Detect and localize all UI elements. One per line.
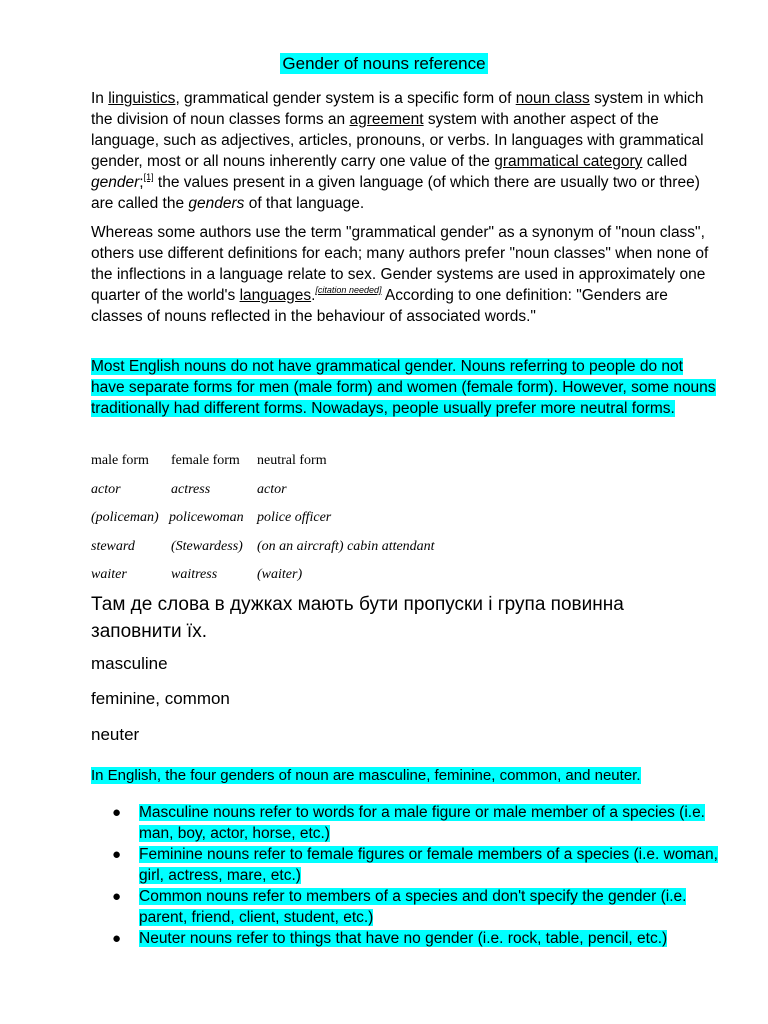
table-cell: policewoman	[169, 510, 244, 525]
list-item	[112, 844, 722, 886]
highlighted-text: In English, the four genders of noun are masculine, feminine, common, and neuter.	[91, 767, 641, 784]
table-row	[91, 447, 435, 476]
table-cell: (on an aircraft) cabin attendant	[257, 538, 435, 554]
table-cell: actor	[91, 481, 121, 497]
text: of that language.	[244, 195, 365, 212]
text: called	[642, 153, 688, 170]
gender-masculine: masculine	[91, 654, 168, 673]
link-languages[interactable]: languages	[239, 287, 312, 304]
emphasis: genders	[188, 195, 245, 212]
bullet-icon: ●	[112, 888, 122, 905]
text: .	[311, 287, 316, 304]
paragraph-noun-class	[91, 222, 716, 327]
table-cell: steward	[91, 538, 135, 554]
text: Whereas some authors use the term "grammatical gender" as a synonym of "noun class", others use different definitions for each; many authors prefer "noun classes" when none of the inflections in a language relate to sex. Gender systems are used in approximately one quarter of the world's	[91, 224, 709, 304]
table-cell: waiter	[91, 567, 127, 582]
table-row	[91, 561, 435, 590]
text: system with another aspect of the language, such as adjectives, articles, pronouns, or verbs. In languages with grammatical gender, most or all nouns inherently carry one value of the	[91, 111, 704, 170]
paragraph-english-nouns	[91, 356, 716, 419]
document-title	[0, 53, 768, 75]
table-cell: (Stewardess)	[171, 538, 243, 554]
gender-bullet-list	[112, 802, 722, 949]
gender-neuter: neuter	[91, 725, 140, 744]
emphasis: gender	[91, 174, 140, 191]
text: According to one definition: "Genders are classes of nouns reflected in the behaviour of associated words."	[91, 287, 668, 325]
list-item	[112, 802, 722, 844]
gender-forms-table	[91, 447, 435, 590]
text: In	[91, 90, 109, 107]
citation-1[interactable]: [1]	[143, 172, 154, 182]
text: , grammatical gender system is a specific form of	[175, 90, 516, 107]
table-header-cell: female form	[171, 453, 240, 468]
link-grammatical-category[interactable]: grammatical category	[494, 153, 643, 170]
table-header-cell: neutral form	[257, 453, 327, 468]
table-cell: (policeman)	[91, 510, 159, 525]
paragraph-four-genders	[91, 765, 716, 786]
paragraph-linguistics	[91, 88, 716, 214]
link-agreement[interactable]: agreement	[349, 111, 424, 128]
table-cell: actress	[171, 481, 211, 497]
highlighted-text: Most English nouns do not have grammatical gender. Nouns referring to people do not have separate forms for men (male form) and women (female form). However, some nouns traditionally had different forms. Nowadays, people usually prefer more neutral forms.	[91, 358, 716, 417]
list-item	[112, 928, 722, 949]
list-item-text: Feminine nouns refer to female figures or female members of a species (i.e. woman, girl, actress, mare, etc.)	[139, 846, 718, 884]
bullet-icon: ●	[112, 930, 122, 947]
list-item	[112, 886, 722, 928]
link-linguistics[interactable]: linguistics	[108, 90, 176, 107]
table-row	[91, 533, 435, 562]
list-item-text: Masculine nouns refer to words for a male figure or male member of a species (i.e. man, boy, actor, horse, etc.)	[139, 804, 705, 842]
list-item-text: Neuter nouns refer to things that have no gender (i.e. rock, table, pencil, etc.)	[139, 930, 668, 947]
table-cell: police officer	[257, 510, 332, 525]
table-row	[91, 476, 435, 505]
gender-feminine-common: feminine, common	[91, 689, 230, 708]
table-cell: actor	[257, 481, 287, 497]
ukrainian-instruction: Там де слова в дужках мають бути пропуски і група повинна заповнити їх.	[91, 594, 624, 642]
list-item-text: Common nouns refer to members of a species and don't specify the gender (i.e. parent, friend, client, student, etc.)	[139, 888, 687, 926]
text: the values present in a given language (of which there are usually two or three) are called the	[91, 174, 700, 212]
table-header-cell: male form	[91, 453, 149, 468]
text: system in which the division of noun classes forms an	[91, 90, 704, 128]
bullet-icon: ●	[112, 846, 122, 863]
citation-needed[interactable]: [citation needed]	[315, 285, 382, 295]
table-cell: waitress	[171, 567, 218, 582]
text: ;	[139, 174, 144, 191]
link-noun-class[interactable]: noun class	[515, 90, 590, 107]
document-title-text: Gender of nouns reference	[282, 54, 486, 73]
table-cell: (waiter)	[257, 567, 303, 582]
bullet-icon: ●	[112, 804, 122, 821]
table-row	[91, 504, 435, 533]
